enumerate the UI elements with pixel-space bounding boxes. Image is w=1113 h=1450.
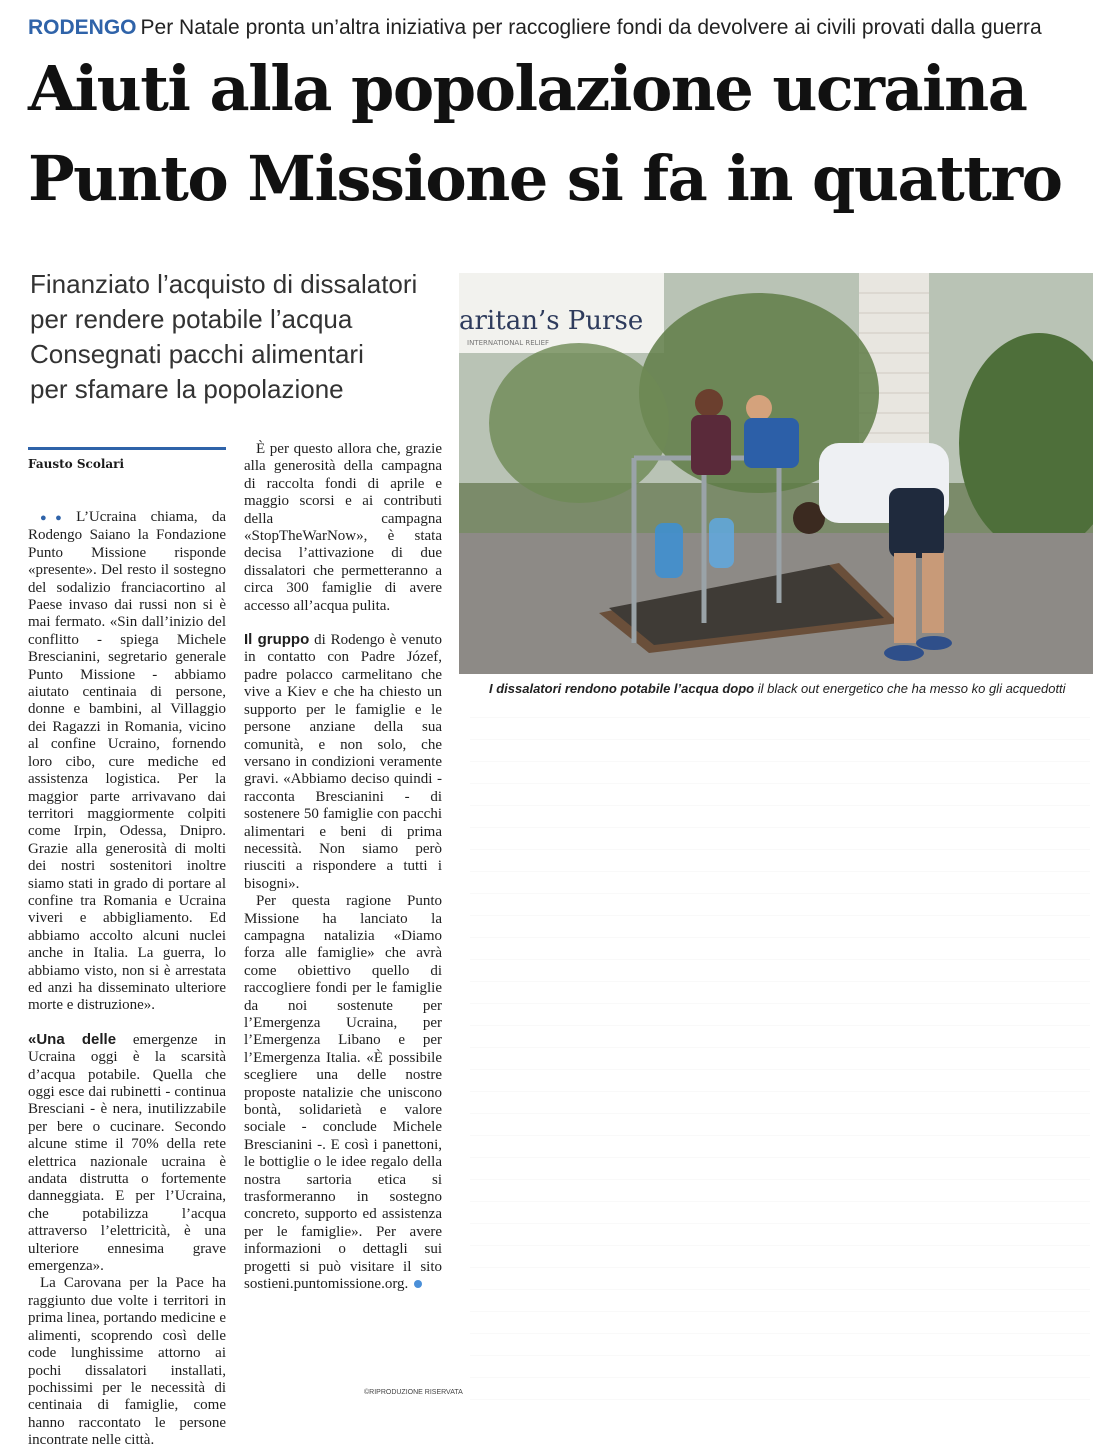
paragraph: emergenze in Ucraina oggi è la scarsità d’acqua potabile. Quella che oggi esce dai rubinetti - continua Bresciani - è nera, inutilizzabile per bere o cucinare. Secondo alcune stime il 70% della rete elettrica nazionale ucraina è andata distrutta o fortemente danneggiata. E per l’Ucraina, che potabilizza l’acqua attraverso l’elettricità, è una ulteriore ennesima grave emergenza». bbox=[28, 1031, 226, 1275]
caption-bold: I dissalatori rendono potabile l’acqua dopo bbox=[489, 681, 755, 696]
kicker bbox=[28, 16, 1042, 40]
author-name: Fausto Scolari bbox=[28, 457, 125, 471]
paragraph: La Carovana per la Pace ha raggiunto due volte i territori in prima linea, portando medicine e alimenti, scoprendo così delle code lunghissime attorno ai pochi dissalatori installati, pochissimi per le necessità di centinaia di famiglie, come hanno raccontato le persone incontrate nelle città. bbox=[28, 1275, 226, 1449]
subhead-line: per rendere potabile l’acqua bbox=[30, 304, 353, 334]
sign-subtext: INTERNATIONAL RELIEF bbox=[467, 339, 550, 347]
article-column-2 bbox=[244, 441, 442, 1294]
headline-line-1: Aiuti alla popolazione ucraina bbox=[28, 52, 1027, 125]
paragraph: di Rodengo è venuto in contatto con Padre Józef, padre polacco carmelitano che vive a Kiev e che ha chiesto un supporto per le famiglie e le persone anziane della sua comunità, e non solo, che versano in condizioni veramente gravi. «Abbiamo deciso quindi - racconta Brescianini - di sostenere 50 famiglie con pacchi alimentari e beni di prima necessità. Non siamo però riusciti a rispondere a tutti i bisogni». bbox=[244, 632, 442, 892]
headline-line-2: Punto Missione si fa in quattro bbox=[28, 142, 1062, 215]
subhead-line: per sfamare la popolazione bbox=[30, 374, 344, 404]
paragraph-lead: Il gruppo bbox=[244, 631, 310, 649]
kicker-tag: RODENGO bbox=[28, 16, 137, 39]
subheadline bbox=[30, 267, 450, 407]
sign-text: aritan’s Purse bbox=[459, 306, 644, 336]
subhead-line: Finanziato l’acquisto di dissalatori bbox=[30, 269, 418, 299]
byline-rule bbox=[28, 447, 226, 450]
byline bbox=[28, 447, 226, 473]
kicker-text: Per Natale pronta un’altra iniziativa per raccogliere fondi da devolvere ai civili provati dalla guerra bbox=[140, 16, 1042, 39]
paragraph-lead: «Una delle bbox=[28, 1030, 117, 1048]
copyright-note: ©RIPRODUZIONE RISERVATA bbox=[364, 1389, 463, 1396]
caption-text: il black out energetico che ha messo ko gli acquedotti bbox=[754, 681, 1066, 696]
paragraph: L’Ucraina chiama, da Rodengo Saiano la Fondazione Punto Missione risponde «presente». Del resto il sostegno del sodalizio franciacortino al Paese invaso dai russi non si è mai fermato. «Sin dall’inizio del conflitto - spiega Michele Brescianini, segretario generale Punto Missione - abbiamo aiutato centinaia di persone, donne e bambini, al Villaggio dei Ragazzi in Romania, vicino al confine Ucraino, fornendo loro cibo, cure mediche ed assistenza logistica. Per la maggior parte arrivavano dai territori maggiormente colpiti come Irpin, Odessa, Dnipro. Grazie alla generosità di molti dei nostri sostenitori inoltre siamo stati in grado di portare al confine tra Romania e Ucraina viveri e abbigliamento. Ed abbiamo accolto alcuni nuclei anche in Italia. La guerra, lo abbiamo visto, non si è arrestata ed anzi ha disseminato ulteriore morte e distruzione». bbox=[28, 509, 226, 1014]
faded-background bbox=[470, 700, 1090, 1400]
paragraph: Per questa ragione Punto Missione ha lanciato la campagna natalizia «Diamo forza alle famiglie» che avrà come obiettivo quello di raccogliere fondi per le famiglie da noi sostenute per l’Emergenza Ucraina, per l’Emergenza Libano e per l’Emergenza Italia. «È possibile scegliere una delle nostre proposte natalizie che uniscono bontà, solidarietà e valore sociale - conclude Michele Brescianini -. E così i panettoni, le bottiglie o le idee regalo della nostra sartoria etica si trasformeranno in sostegno concreto, supporto ed assistenza per le famiglie». Per avere informazioni o dettagli sui progetti si può visitare il sito sostieni.puntomissione.org. bbox=[244, 893, 442, 1293]
photo-caption bbox=[489, 681, 1089, 696]
article-photo bbox=[459, 273, 1093, 674]
end-dot-icon bbox=[414, 1280, 422, 1288]
subhead-line: Consegnati pacchi alimentari bbox=[30, 339, 364, 369]
water-desalinator-photo bbox=[459, 273, 1093, 674]
lead-dots-icon: ●● bbox=[40, 512, 71, 524]
paragraph: È per questo allora che, grazie alla generosità della campagna di raccolta fondi di aprile e maggio scorsi e ai contributi della campagna «StopTheWarNow», è stata decisa l’attivazione di due dissalatori che permetteranno a circa 300 famiglie di avere accesso all’acqua pulita. bbox=[244, 441, 442, 614]
article-column-1 bbox=[28, 509, 226, 1450]
